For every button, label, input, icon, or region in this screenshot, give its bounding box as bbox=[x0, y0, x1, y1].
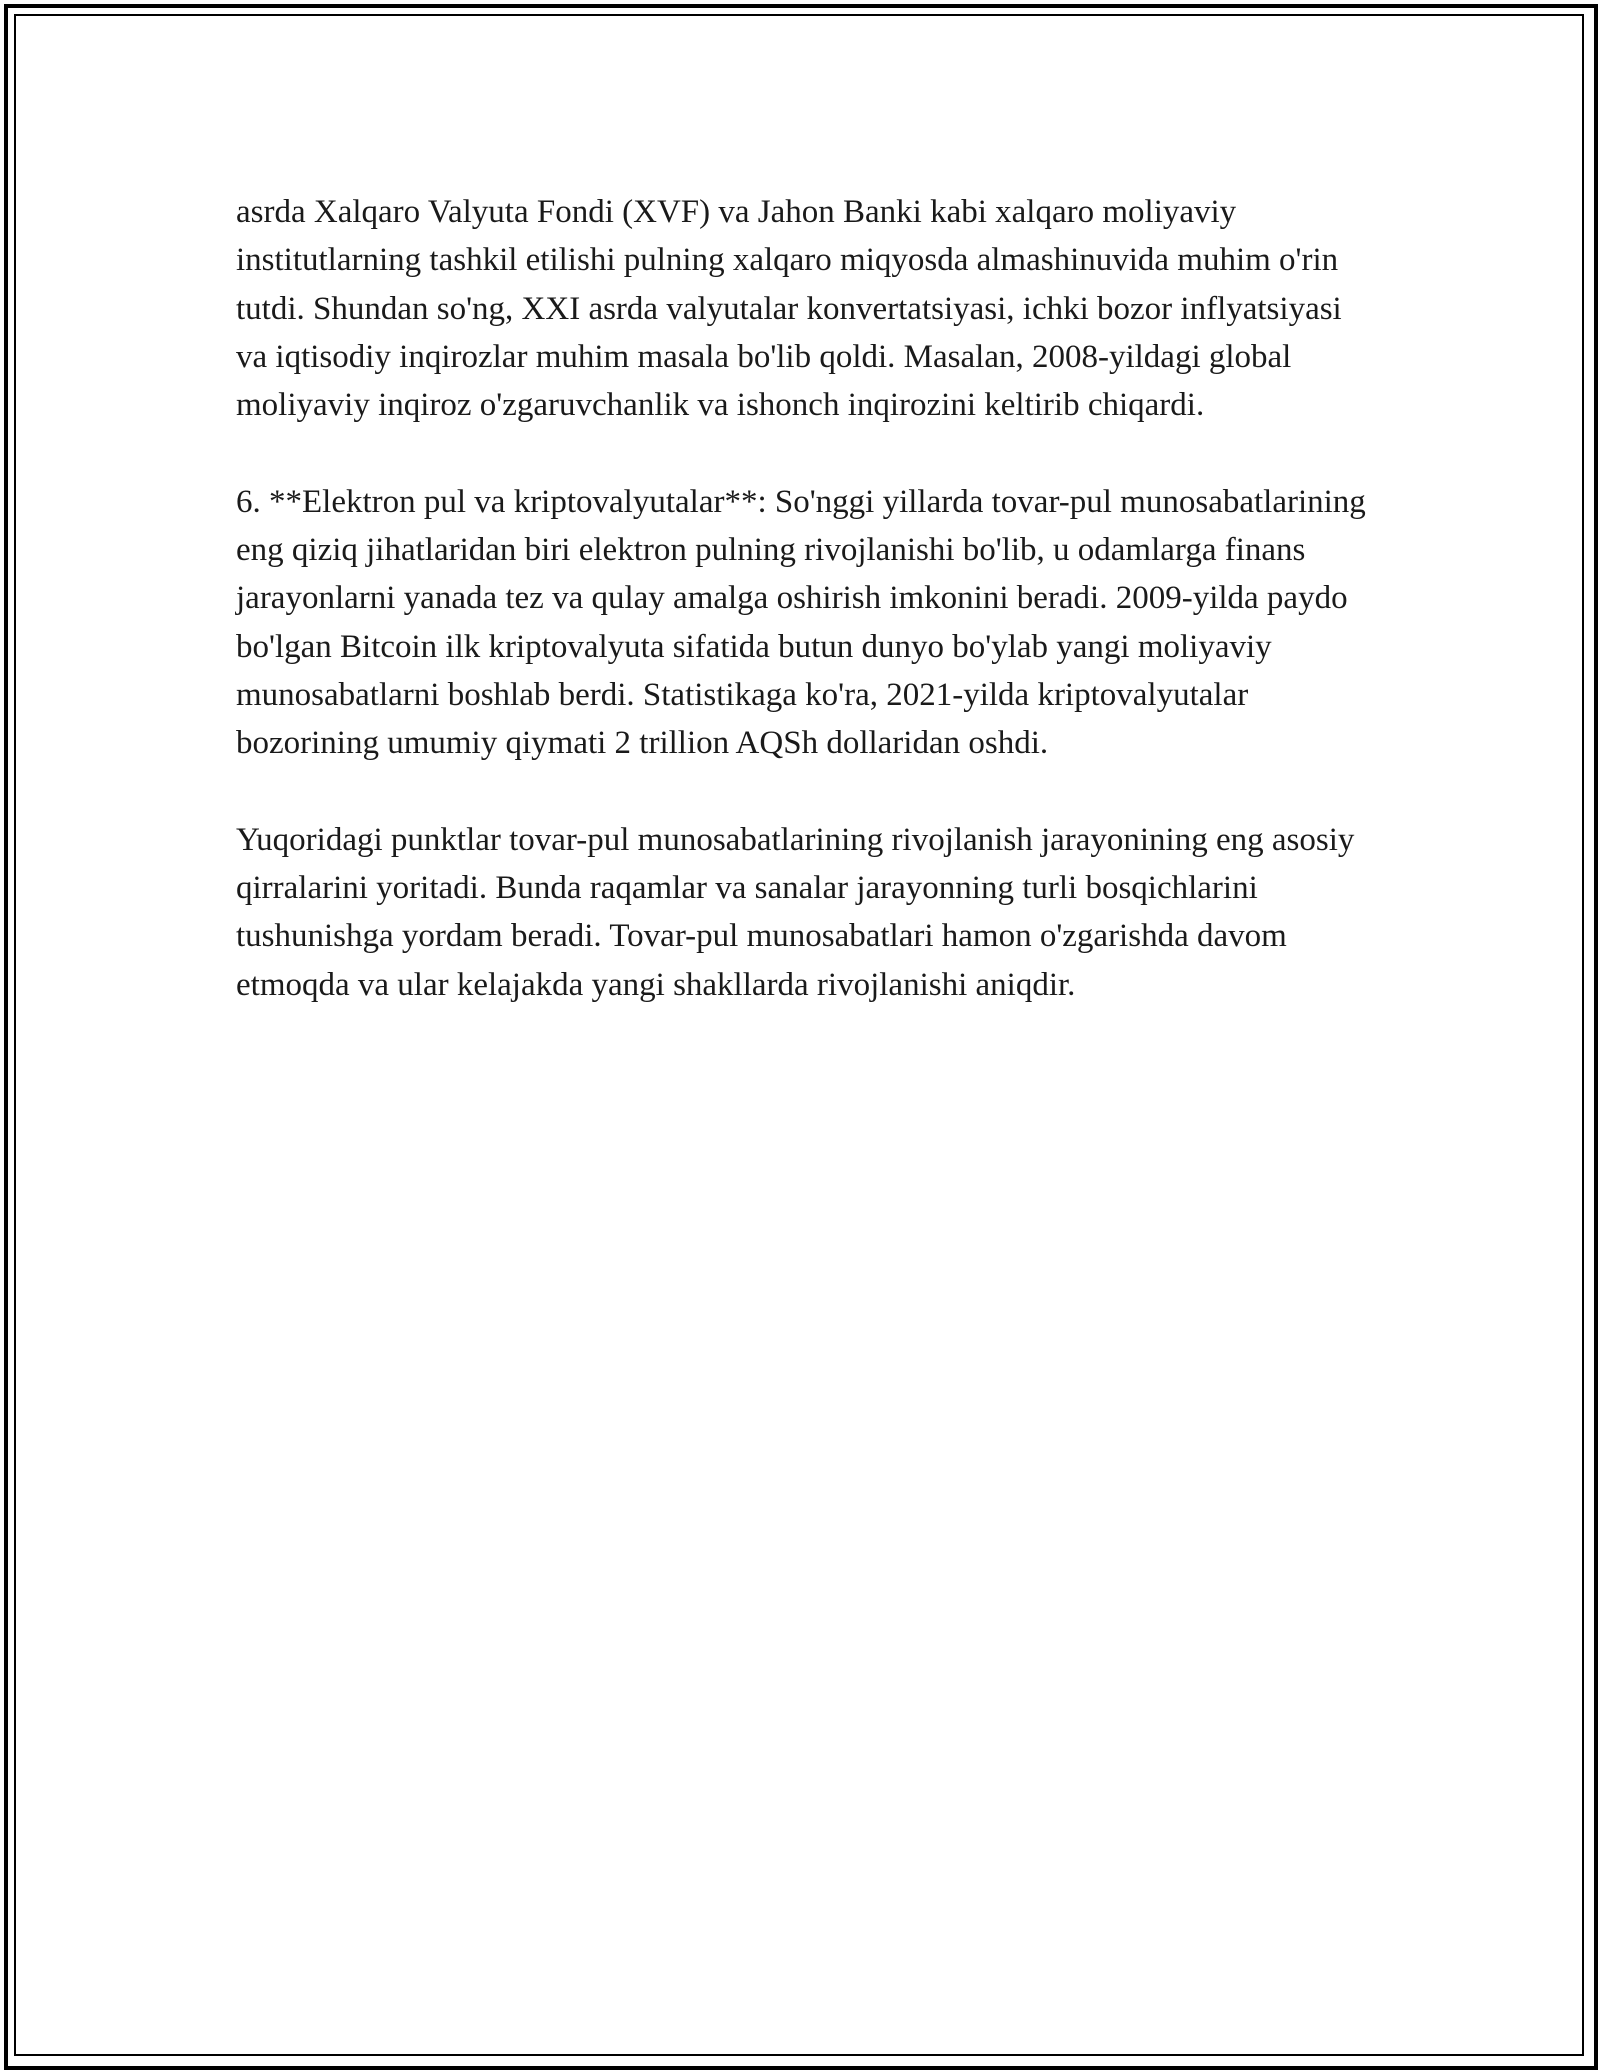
paragraph-electronic-money: 6. **Elektron pul va kriptovalyutalar**: So'nggi yillarda tovar-pul munosabatlarining eng qiziq jihatlaridan biri elektron pulning rivojlanishi bo'lib, u odamlarga finans jarayonlarni yanada tez va qulay amalga oshirish imkonini beradi. 2009-yilda paydo bo'lgan Bitcoin ilk kriptovalyuta sifatida butun dunyo bo'ylab yangi moliyaviy munosabatlarni boshlab berdi. Statistikaga ko'ra, 2021-yilda kriptovalyutalar bozorining umumiy qiymati 2 trillion AQSh dollaridan oshdi. bbox=[236, 483, 1366, 762]
document-body bbox=[236, 188, 1366, 1057]
paragraph-international-institutions: asrda Xalqaro Valyuta Fondi (XVF) va Jahon Banki kabi xalqaro moliyaviy institutlarning tashkil etilishi pulning xalqaro miqyosda almashinuvida muhim o'rin tutdi. Shundan so'ng, XXI asrda valyutalar konvertatsiyasi, ichki bozor inflyatsiyasi va iqtisodiy inqirozlar muhim masala bo'lib qoldi. Masalan, 2008-yildagi global moliyaviy inqiroz o'zgaruvchanlik va ishonch inqirozini keltirib chiqardi. bbox=[236, 194, 1342, 424]
paragraph-conclusion: Yuqoridagi punktlar tovar-pul munosabatlarining rivojlanish jarayonining eng asosiy qirralarini yoritadi. Bunda raqamlar va sanalar jarayonning turli bosqichlarini tushunishga yordam beradi. Tovar-pul munosabatlari hamon o'zgarishda davom etmoqda va ular kelajakda yangi shakllarda rivojlanishi aniqdir. bbox=[236, 821, 1355, 1003]
